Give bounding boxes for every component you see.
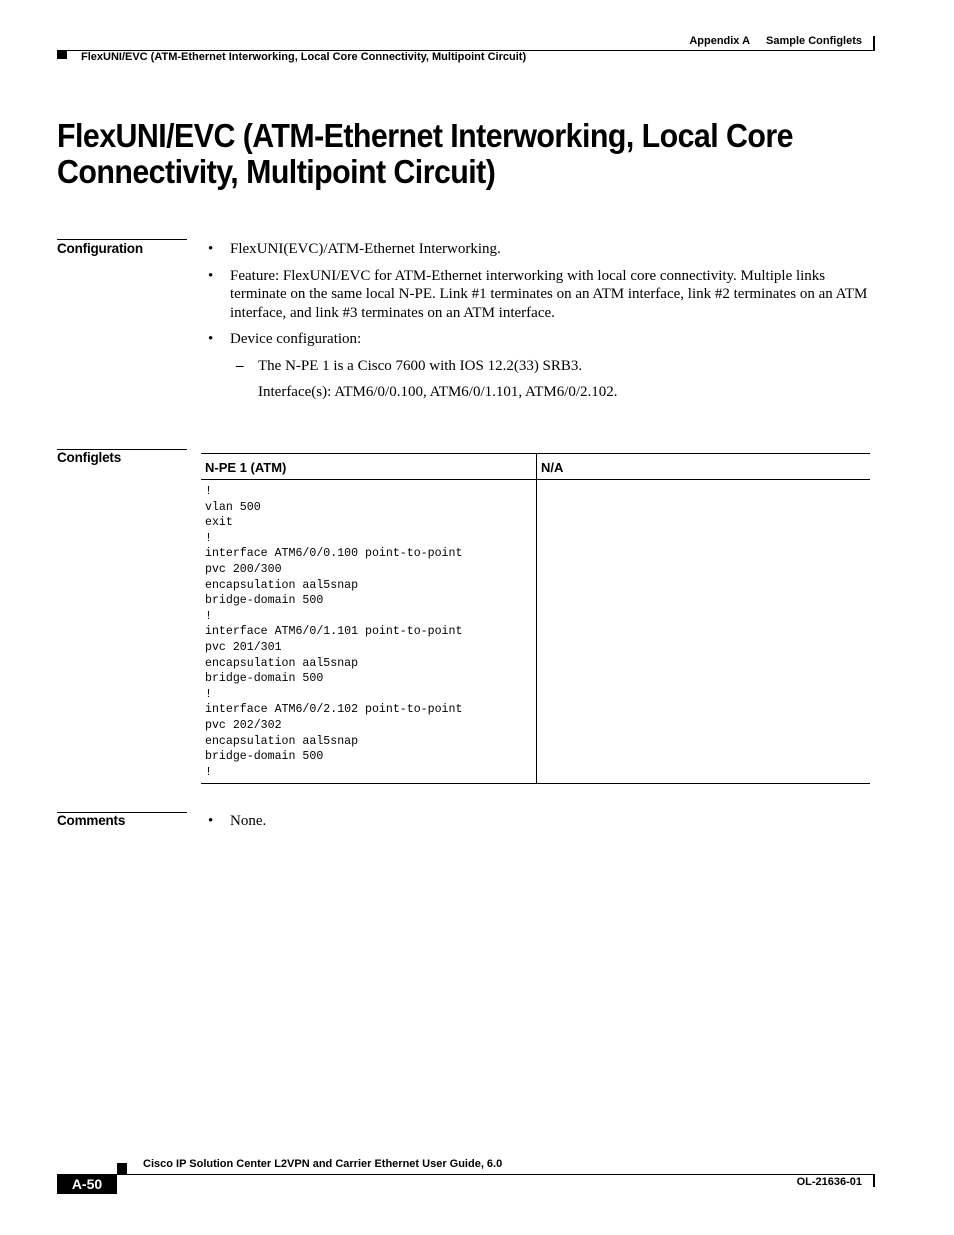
list-item [205,812,875,831]
list-item [205,240,875,259]
page-number: A-50 [57,1174,117,1194]
configlets-heading: Configlets [57,450,121,465]
table-header-row [201,454,870,480]
chapter-label: Sample Configlets [766,35,862,47]
bullet-text: None. [230,813,267,829]
sub-list-item [205,357,875,376]
bullet-icon: • [208,267,214,284]
configlets-table [201,453,870,784]
comments-body [205,812,875,839]
bullet-icon: • [208,813,214,829]
list-item [205,330,875,349]
footer-square-marker [117,1163,127,1174]
sub-item-text: The N-PE 1 is a Cisco 7600 with IOS 12.2(33) SRB3. [258,357,583,374]
configuration-rule [57,239,187,240]
bullet-text: FlexUNI(EVC)/ATM-Ethernet Interworking. [230,241,501,257]
table-cell-na [537,480,871,784]
dash-icon: – [236,357,244,374]
page-header-right [689,35,862,47]
comments-heading: Comments [57,813,126,828]
column-header-na: N/A [537,454,871,480]
appendix-label: Appendix A [689,35,751,47]
header-square-marker [57,50,67,59]
configuration-body [205,240,875,402]
column-header-npe: N-PE 1 (ATM) [201,454,537,480]
footer-rule [57,1174,875,1175]
running-title: FlexUNI/EVC (ATM-Ethernet Interworking, Local Core Connectivity, Multipoint Circuit) [81,51,527,63]
page-title [57,118,811,190]
header-vertical-bar [873,36,875,50]
list-item [205,267,875,323]
sub-item-continuation: Interface(s): ATM6/0/0.100, ATM6/0/1.101, ATM6/0/2.102. [258,384,618,400]
configuration-heading: Configuration [57,241,143,256]
doc-number: OL-21636-01 [796,1176,862,1188]
table-row [201,480,870,784]
footer-vertical-bar [873,1174,875,1187]
bullet-icon: • [208,331,214,347]
config-code-block: ! vlan 500 exit ! interface ATM6/0/0.100 point-to-point pvc 200/300 encapsulation aal5snap bridge-domain 500 ! interface ATM6/0/1.101 point-to-point pvc 201/301 encapsulation aal5snap bridge-domain 500 ! interface ATM6/0/2.102 point-to-point pvc 202/302 encapsulation aal5snap bridge-domain 500 ! [205,485,463,779]
table-cell-npe [201,480,537,784]
bullet-text: Feature: FlexUNI/EVC for ATM-Ethernet interworking with local core connectivity. Multiple links terminate on the same local N-PE. Link #1 terminates on an ATM interface, link #2 terminates on an ATM interface, and link #3 terminates on an ATM interface. [230,267,868,321]
bullet-icon: • [208,241,214,257]
bullet-text: Device configuration: [230,331,362,347]
footer-book-title: Cisco IP Solution Center L2VPN and Carrier Ethernet User Guide, 6.0 [143,1158,503,1170]
page-title-line-1: FlexUNI/EVC (ATM-Ethernet Interworking, Local Core [57,117,793,154]
page-title-line-2: Connectivity, Multipoint Circuit) [57,153,496,190]
